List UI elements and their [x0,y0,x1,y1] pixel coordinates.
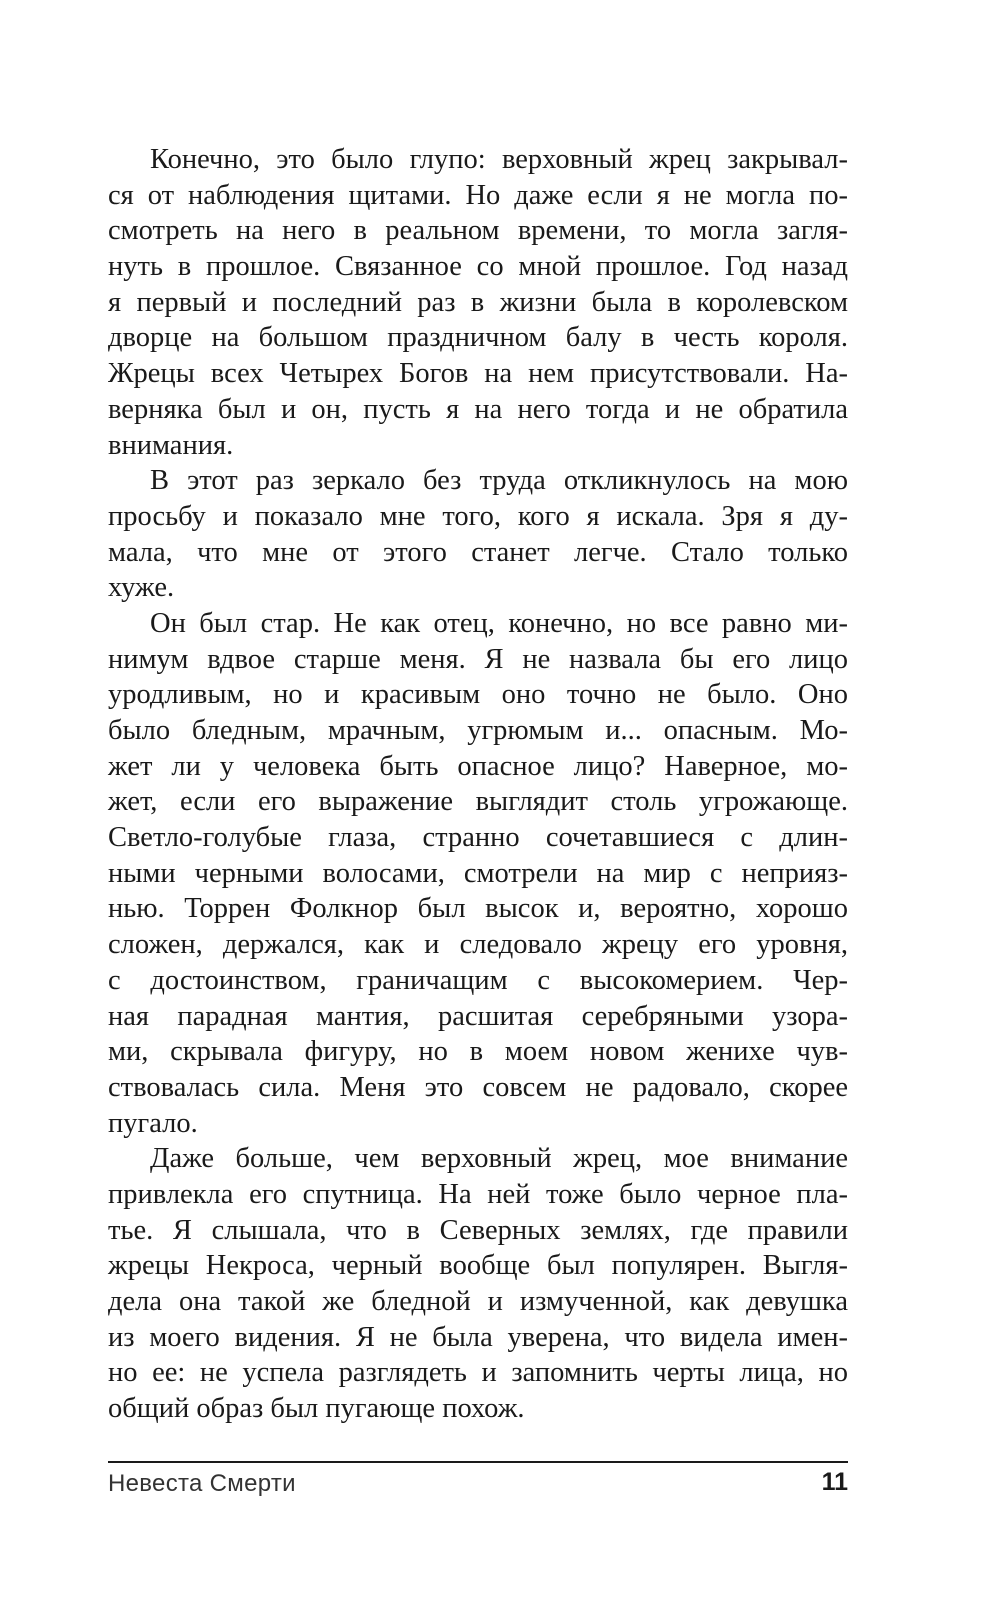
text-line: ствовалась сила. Меня это совсем не радовало, скорее [108,1071,848,1103]
text-line: с достоинством, граничащим с высокомерием. Чер- [108,964,848,996]
text-line: хуже. [108,572,175,604]
text-line: просьбу и показало мне того, кого я искала. Зря я ду- [108,500,848,532]
text-line: из моего видения. Я не была уверена, что видела имен- [108,1321,848,1353]
text-line: дела она такой же бледной и измученной, как девушка [108,1286,848,1317]
text-line: но ее: не успела разглядеть и запомнить черты лица, но [108,1357,848,1389]
text-line: нью. Торрен Фолкнор был высок и, вероятно, хорошо [108,893,848,925]
body-text [108,142,848,1427]
text-line: мала, что мне от этого станет легче. Стало только [108,536,848,568]
text-line: ная парадная мантия, расшитая серебряными узора- [108,1000,848,1032]
footer-book-title: Невеста Смерти [108,1470,296,1497]
text-line: ми, скрывала фигуру, но в моем новом женихе чув- [108,1036,848,1068]
text-line: Светло-голубые глаза, странно сочетавшиеся с длин- [108,822,848,854]
text-line: я первый и последний раз в жизни была в королевском [108,286,848,318]
text-line: смотреть на него в реальном времени, то могла загля- [108,215,848,247]
text-line: жет, если его выражение выглядит столь угрожающе. [108,786,848,818]
text-line: уродливым, но и красивым оно точно не было. Оно [108,679,848,711]
text-line: тье. Я слышала, что в Северных землях, где правили [108,1214,848,1246]
paragraph [108,463,848,606]
text-line: Даже больше, чем верховный жрец, мое внимание [150,1143,848,1175]
text-line: В этот раз зеркало без труда откликнулось на мою [150,465,848,497]
text-line: верняка был и он, пусть я на него тогда и не обратила [108,393,848,425]
text-line: привлекла его спутница. На ней тоже было черное пла- [108,1178,848,1210]
text-line: внимания. [108,429,234,461]
text-line: общий образ был пугающе похож. [108,1393,525,1425]
footer-divider [108,1461,848,1463]
text-line: ся от наблюдения щитами. Но даже если я не могла по- [108,179,848,211]
paragraph [108,142,848,463]
paragraph [108,606,848,1141]
text-line: Жрецы всех Четырех Богов на нем присутствовали. На- [108,358,848,390]
footer-page-number: 11 [821,1468,848,1496]
text-line: жет ли у человека быть опасное лицо? Наверное, мо- [108,750,848,782]
text-line: нуть в прошлое. Связанное со мной прошлое. Год назад [108,251,848,283]
text-line: было бледным, мрачным, угрюмым и... опасным. Мо- [108,715,848,746]
text-line: Конечно, это было глупо: верховный жрец закрывал- [150,144,848,175]
text-line: дворце на большом праздничном балу в честь короля. [108,322,848,354]
text-line: нимум вдвое старше меня. Я не назвала бы его лицо [108,643,848,675]
text-line: жрецы Некроса, черный вообще был популярен. Выгля- [108,1250,848,1282]
text-line: сложен, держался, как и следовало жрецу его уровня, [108,929,848,961]
text-line: пугало. [108,1107,198,1139]
text-line: Он был стар. Не как отец, конечно, но все равно ми- [150,607,848,639]
paragraph [108,1141,848,1427]
text-line: ными черными волосами, смотрели на мир с неприяз- [108,857,848,889]
